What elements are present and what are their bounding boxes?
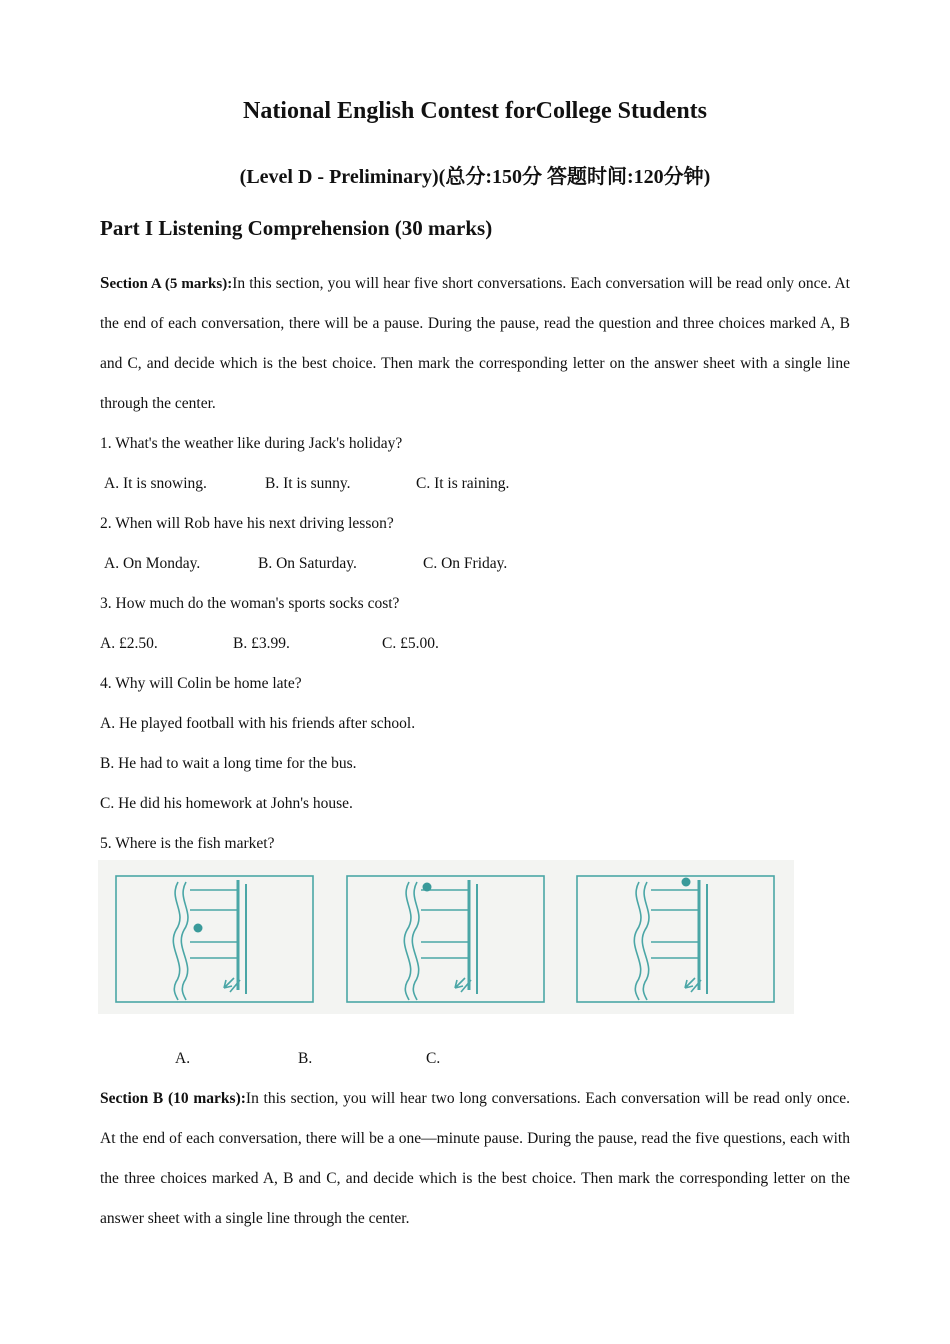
section-a-label: ection A (5 marks):: [109, 276, 233, 292]
q5-option-c: C.: [426, 1050, 441, 1067]
q5-option-a: A.: [175, 1050, 191, 1067]
map-c: [577, 876, 774, 1002]
question-5: 5. Where is the fish market?: [100, 835, 275, 852]
q3-option-a: A. £2.50.: [100, 635, 158, 652]
q3-option-c: C. £5.00.: [382, 635, 439, 652]
q5-option-b: B.: [298, 1050, 313, 1067]
section-a-label-initial: S: [100, 273, 110, 292]
map-c-market-dot: [682, 878, 691, 887]
section-b-label: Section B (10 marks):: [100, 1090, 246, 1107]
map-a-market-dot: [194, 924, 203, 933]
q1-option-b: B. It is sunny.: [265, 475, 351, 492]
q1-option-a: A. It is snowing.: [104, 475, 207, 492]
document-title: National English Contest forCollege Students: [242, 98, 708, 124]
q2-option-c: C. On Friday.: [423, 555, 508, 572]
map-b-frame: [347, 876, 544, 1002]
q2-option-b: B. On Saturday.: [258, 555, 357, 572]
q1-option-c: C. It is raining.: [416, 475, 510, 492]
fish-market-maps: [98, 860, 794, 1014]
question-4: 4. Why will Colin be home late?: [100, 675, 302, 692]
section-a-instructions: In this section, you will hear five short conversations. Each conversation will be read only once. At the end of each conversation, there will be a pause. During the pause, read the question and three choices marked A, B and C, and decide which is the best choice. Then mark the corresponding letter on the answer sheet with a single line through the center.: [100, 275, 850, 412]
maps-svg: [98, 860, 794, 1014]
map-b-river: [404, 882, 411, 1000]
question-2: 2. When will Rob have his next driving lesson?: [100, 515, 394, 532]
question-1: 1. What's the weather like during Jack's holiday?: [100, 435, 403, 452]
question-3: 3. How much do the woman's sports socks cost?: [100, 595, 400, 612]
section-a-paragraph: [100, 263, 850, 424]
map-a: [116, 876, 313, 1002]
q3-option-b: B. £3.99.: [233, 635, 290, 652]
q2-option-a: A. On Monday.: [104, 555, 201, 572]
map-b-market-dot: [423, 883, 432, 892]
q4-option-a: A. He played football with his friends after school.: [100, 715, 416, 732]
q4-option-c: C. He did his homework at John's house.: [100, 795, 353, 812]
section-b-instructions: In this section, you will hear two long conversations. Each conversation will be read only once. At the end of each conversation, there will be a one—minute pause. During the pause, read the five questions, each with the three choices marked A, B and C, and decide which is the best choice. Then mark the corresponding letter on the answer sheet with a single line through the center.: [100, 1090, 850, 1227]
map-c-frame: [577, 876, 774, 1002]
section-b-paragraph: [100, 1079, 850, 1239]
part-heading: Part I Listening Comprehension (30 marks): [100, 216, 493, 240]
document-subtitle: (Level D - Preliminary)(总分:150分 答题时间:120分钟): [239, 166, 711, 188]
map-a-frame: [116, 876, 313, 1002]
map-c-river: [634, 882, 641, 1000]
q4-option-b: B. He had to wait a long time for the bus.: [100, 755, 357, 772]
map-a-river: [173, 882, 180, 1000]
map-b: [347, 876, 544, 1002]
